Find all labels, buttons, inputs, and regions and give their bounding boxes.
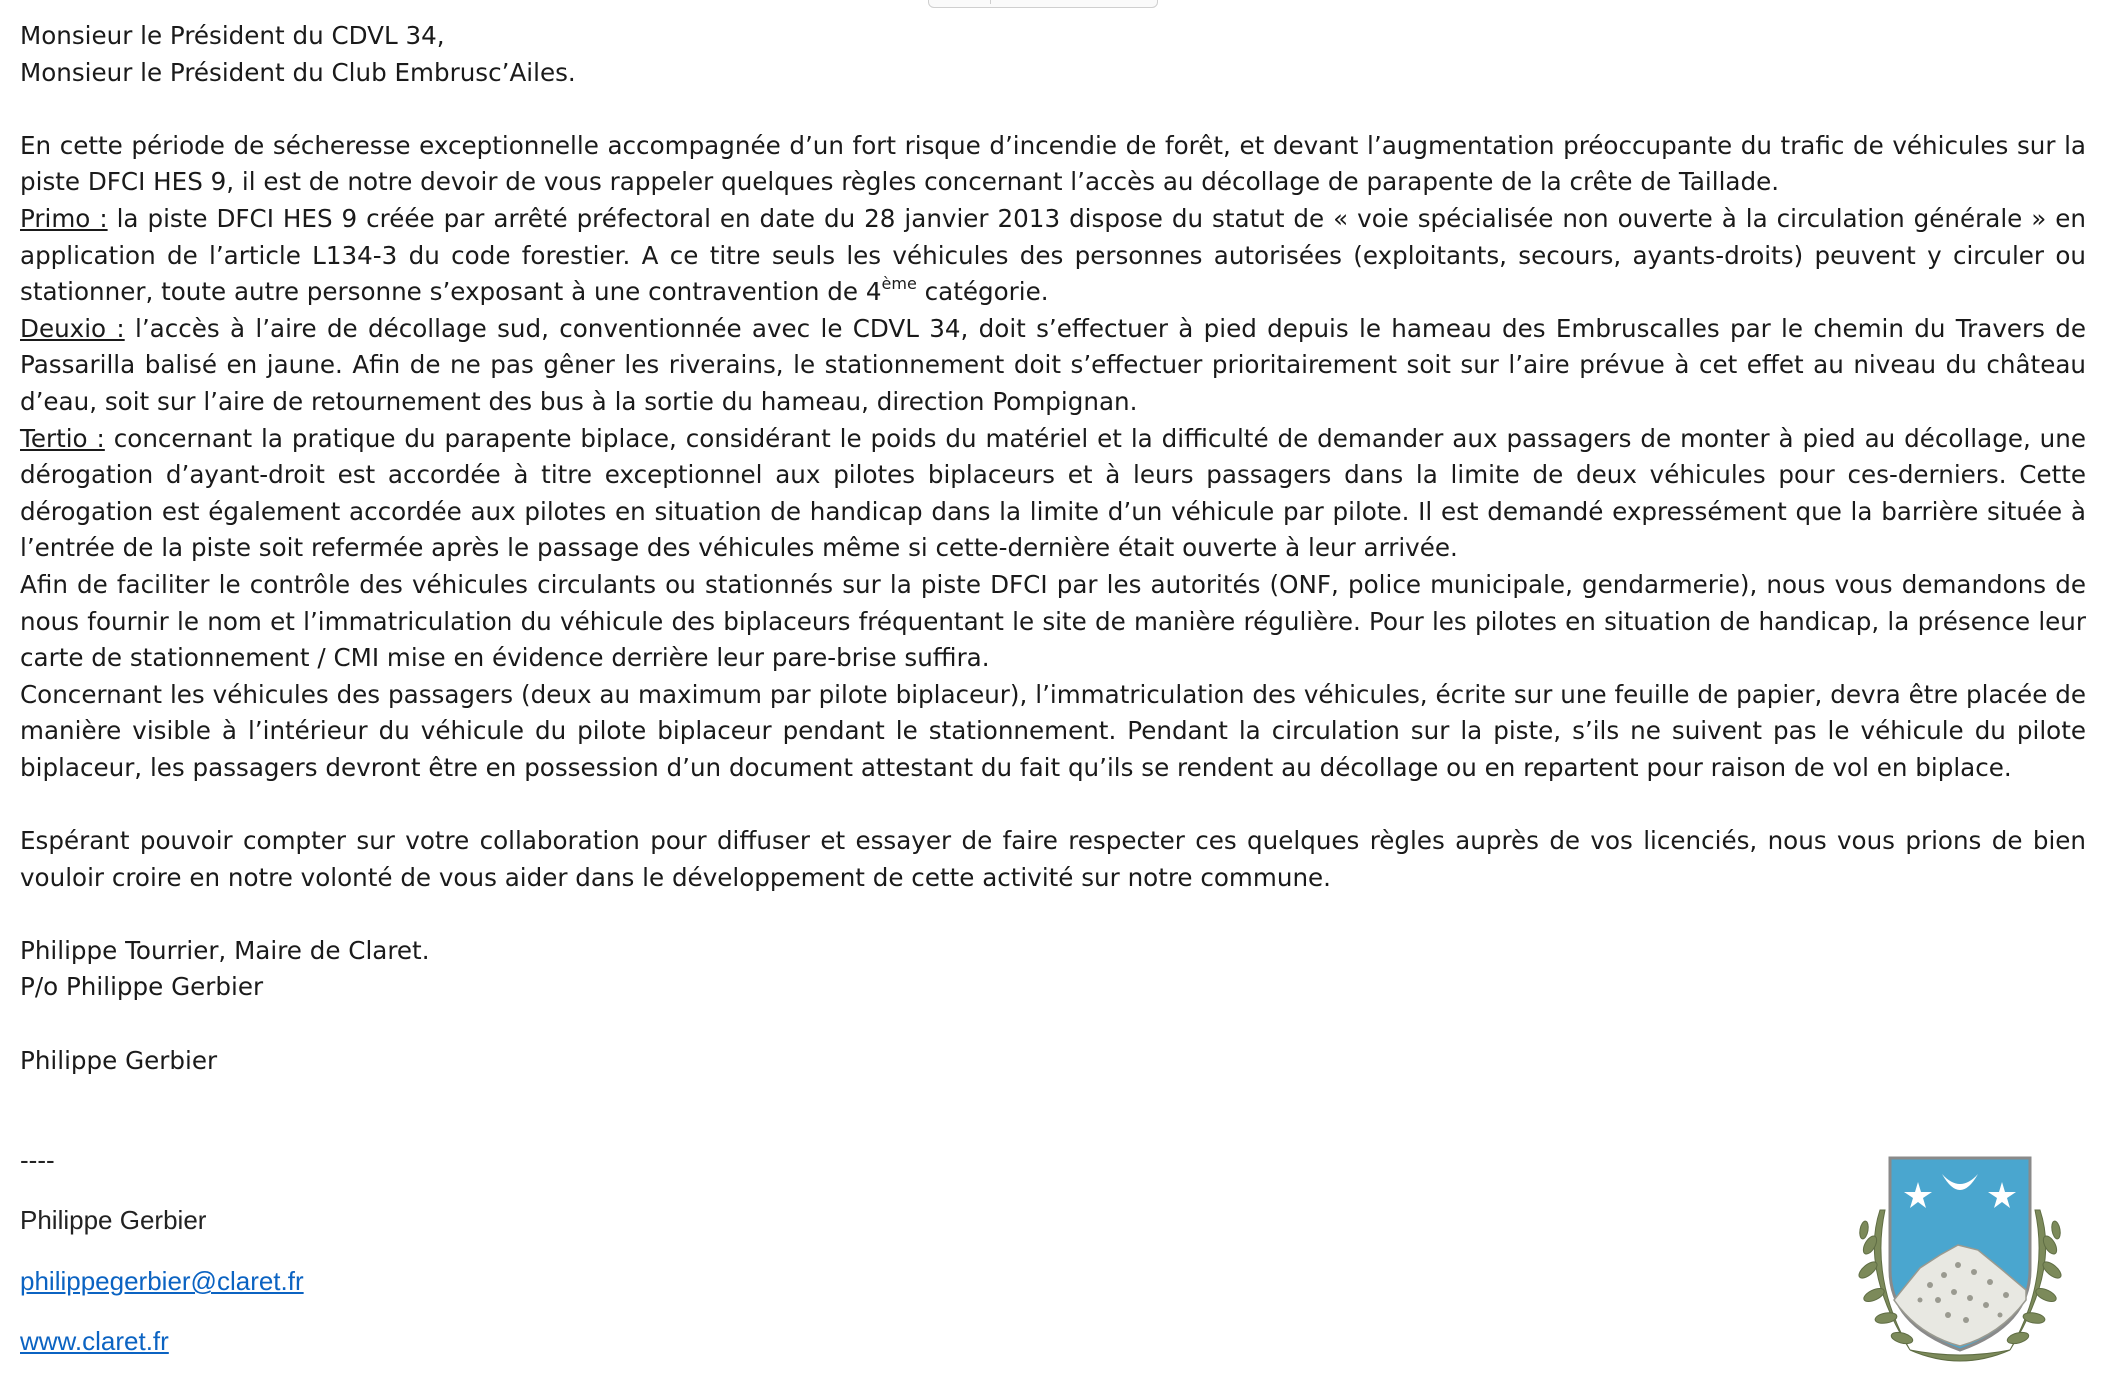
email-link[interactable]: philippegerbier@claret.fr <box>20 1266 304 1296</box>
primo-label: Primo : <box>20 203 108 233</box>
signature-email <box>20 1265 304 1297</box>
signoff-name: Philippe Gerbier <box>20 1045 218 1075</box>
toolbar-tab[interactable] <box>928 0 1158 8</box>
signature-name: Philippe Gerbier <box>20 1205 207 1235</box>
passengers-paragraph: Concernant les véhicules des passagers (deux au maximum par pilote biplaceur), l’immatriculation des véhicules, écrite sur une feuille de papier, devra être placée de manière visible à l’intérieur du véhicule du pilote biplaceur pendant le stationnement. Pendant la circulation sur la piste, s’ils ne suivent pas le véhicule du pilote biplaceur, les passagers devront être en possession d’un document attestant du fait qu’ils se rendent au décollage ou en repartent pour raison de vol en biplace. <box>20 679 2086 782</box>
signoff-mayor: Philippe Tourrier, Maire de Claret. <box>20 935 430 965</box>
toolbar-tab-divider <box>990 0 991 4</box>
email-body <box>20 18 2086 1079</box>
primo-paragraph <box>20 201 2086 311</box>
signature-website <box>20 1325 169 1357</box>
tertio-text: concernant la pratique du parapente biplace, considérant le poids du matériel et la difficulté de demander aux passagers de monter à pied au décollage, une dérogation d’ayant-droit est accordée à titre exceptionnel aux pilotes biplaceurs et à leurs passagers dans la limite de deux véhicules pour ces-derniers. Cette dérogation est également accordée aux pilotes en situation de handicap dans la limite d’un véhicule par pilote. Il est demandé expressément que la barrière située à l’entrée de la piste soit refermée après le passage des véhicules même si cette-dernière était ouverte à leur arrivée. <box>20 423 2086 563</box>
primo-superscript: ème <box>881 274 917 294</box>
signature-separator: ---- <box>20 1145 55 1175</box>
deuxio-paragraph <box>20 311 2086 421</box>
control-paragraph: Afin de faciliter le contrôle des véhicules circulants ou stationnés sur la piste DFCI par les autorités (ONF, police municipale, gendarmerie), nous vous demandons de nous fournir le nom et l’immatriculation du véhicule des biplaceurs fréquentant le site de manière régulière. Pour les pilotes en situation de handicap, la présence leur carte de stationnement / CMI mise en évidence derrière leur pare-brise suffira. <box>20 569 2086 673</box>
greeting-line-1: Monsieur le Président du CDVL 34, <box>20 21 445 50</box>
primo-tail: catégorie. <box>916 277 1049 307</box>
tertio-paragraph <box>20 421 2086 567</box>
primo-text: la piste DFCI HES 9 créée par arrêté préfectoral en date du 28 janvier 2013 dispose du statut de « voie spécialisée non ouverte à la circulation générale » en application de l’article L134-3 du code forestier. A ce titre seuls les véhicules des personnes autorisées (exploitants, secours, ayants-droits) peuvent y circuler ou stationner, toute autre personne s’exposant à une contravention de 4 <box>20 203 2086 307</box>
closing-paragraph: Espérant pouvoir compter sur votre collaboration pour diffuser et essayer de faire respecter ces quelques règles auprès de vos licenciés, nous vous prions de bien vouloir croire en notre volonté de vous aider dans le développement de cette activité sur notre commune. <box>20 826 2086 892</box>
claret-coat-of-arms-icon <box>1840 1150 2080 1380</box>
deuxio-text: l’accès à l’aire de décollage sud, conventionnée avec le CDVL 34, doit s’effectuer à pied depuis le hameau des Embruscalles par le chemin du Travers de Passarilla balisé en jaune. Afin de ne pas gêner les riverains, le stationnement doit s’effectuer prioritairement soit sur l’aire prévue à cet effet au niveau du château d’eau, soit sur l’aire de retournement des bus à la sortie du hameau, direction Pompignan. <box>20 313 2086 416</box>
tertio-label: Tertio : <box>20 423 105 453</box>
greeting-line-2: Monsieur le Président du Club Embrusc’Ailes. <box>20 57 576 87</box>
deuxio-label: Deuxio : <box>20 313 125 343</box>
intro-paragraph: En cette période de sécheresse exceptionnelle accompagnée d’un fort risque d’incendie de forêt, et devant l’augmentation préoccupante du trafic de véhicules sur la piste DFCI HES 9, il est de notre devoir de vous rappeler quelques règles concernant l’accès au décollage de parapente de la crête de Taillade. <box>20 130 2086 197</box>
signoff-per-order: P/o Philippe Gerbier <box>20 972 264 1002</box>
website-link[interactable]: www.claret.fr <box>20 1326 169 1356</box>
